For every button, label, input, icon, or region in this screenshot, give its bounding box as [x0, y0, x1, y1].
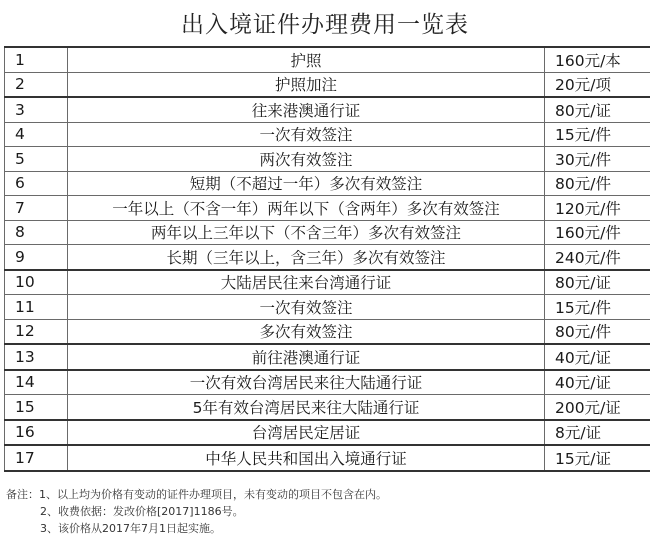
page-title: 出入境证件办理费用一览表 [181, 12, 469, 38]
note-text: 2、收费依据：发改价格[2017]1186号。 [40, 505, 244, 518]
row-fee: 40元/证 [545, 370, 650, 395]
row-fee: 80元/件 [545, 319, 650, 344]
row-fee: 200元/证 [545, 395, 650, 420]
table-row [5, 171, 650, 196]
row-item: 护照加注 [68, 72, 545, 97]
row-number: 10 [5, 270, 68, 295]
note-line [6, 503, 387, 520]
row-item: 前往港澳通行证 [68, 344, 545, 370]
table-row [5, 395, 650, 420]
table-row [5, 270, 650, 295]
row-number: 5 [5, 147, 68, 172]
row-number: 16 [5, 420, 68, 446]
fee-table [4, 46, 650, 472]
row-number: 11 [5, 295, 68, 320]
row-item: 护照 [68, 47, 545, 72]
row-fee: 80元/证 [545, 97, 650, 122]
notes-label: 备注： [6, 488, 39, 501]
table-row [5, 97, 650, 122]
table-row [5, 245, 650, 270]
table-row [5, 319, 650, 344]
row-item: 台湾居民定居证 [68, 420, 545, 446]
row-number: 6 [5, 171, 68, 196]
table-row [5, 420, 650, 446]
table-row [5, 295, 650, 320]
row-item: 一年以上（不含一年）两年以下（含两年）多次有效签注 [68, 196, 545, 221]
table-row [5, 72, 650, 97]
table-row [5, 147, 650, 172]
row-item: 多次有效签注 [68, 319, 545, 344]
row-fee: 120元/件 [545, 196, 650, 221]
notes [6, 486, 387, 537]
note-line [6, 520, 387, 537]
note-text: 3、该价格从2017年7月1日起实施。 [40, 522, 221, 535]
row-item: 一次有效台湾居民来往大陆通行证 [68, 370, 545, 395]
table-row [5, 344, 650, 370]
row-number: 9 [5, 245, 68, 270]
row-fee: 240元/件 [545, 245, 650, 270]
table-row [5, 445, 650, 471]
row-number: 1 [5, 47, 68, 72]
row-fee: 8元/证 [545, 420, 650, 446]
row-item: 大陆居民往来台湾通行证 [68, 270, 545, 295]
row-fee: 160元/本 [545, 47, 650, 72]
table-row [5, 370, 650, 395]
row-fee: 30元/件 [545, 147, 650, 172]
row-number: 3 [5, 97, 68, 122]
row-fee: 40元/证 [545, 344, 650, 370]
table-row [5, 47, 650, 72]
row-number: 4 [5, 122, 68, 147]
table-row [5, 122, 650, 147]
row-item: 短期（不超过一年）多次有效签注 [68, 171, 545, 196]
row-fee: 15元/证 [545, 445, 650, 471]
row-number: 14 [5, 370, 68, 395]
row-fee: 80元/证 [545, 270, 650, 295]
row-item: 往来港澳通行证 [68, 97, 545, 122]
row-item: 两年以上三年以下（不含三年）多次有效签注 [68, 220, 545, 245]
row-number: 15 [5, 395, 68, 420]
row-number: 7 [5, 196, 68, 221]
row-number: 12 [5, 319, 68, 344]
row-number: 8 [5, 220, 68, 245]
row-fee: 160元/件 [545, 220, 650, 245]
row-item: 一次有效签注 [68, 122, 545, 147]
row-item: 两次有效签注 [68, 147, 545, 172]
row-number: 2 [5, 72, 68, 97]
note-line [6, 486, 387, 503]
row-item: 一次有效签注 [68, 295, 545, 320]
row-fee: 15元/件 [545, 295, 650, 320]
row-number: 13 [5, 344, 68, 370]
table-row [5, 220, 650, 245]
row-item: 5年有效台湾居民来往大陆通行证 [68, 395, 545, 420]
note-text: 1、以上均为价格有变动的证件办理项目，未有变动的项目不包含在内。 [39, 488, 387, 501]
row-fee: 80元/件 [545, 171, 650, 196]
table-row [5, 196, 650, 221]
row-number: 17 [5, 445, 68, 471]
row-item: 中华人民共和国出入境通行证 [68, 445, 545, 471]
row-fee: 20元/项 [545, 72, 650, 97]
row-item: 长期（三年以上，含三年）多次有效签注 [68, 245, 545, 270]
row-fee: 15元/件 [545, 122, 650, 147]
